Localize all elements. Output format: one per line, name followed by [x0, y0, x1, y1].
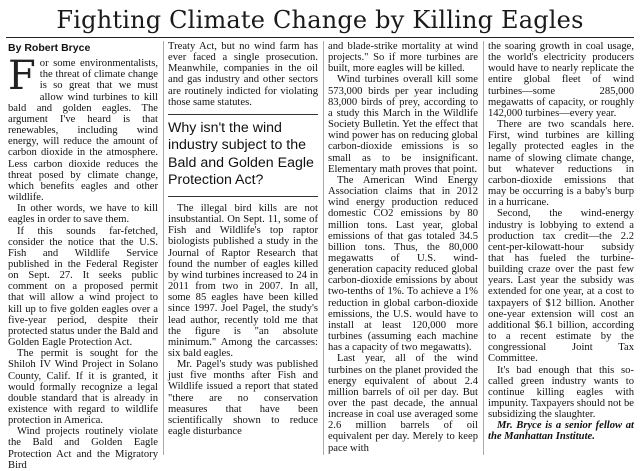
column-3 [328, 41, 478, 455]
article-body [8, 41, 634, 471]
headline: Fighting Climate Change by Killing Eagles [56, 6, 584, 34]
drop-cap: F [8, 53, 36, 100]
column-divider [483, 41, 484, 455]
headline-rule [6, 37, 634, 38]
paragraph: The permit is sought for the Shiloh IV Wind Project in Solano County, Calif. If it is granted, it would formally recognize a legal double standard that is already in existence with regard to wildlife protection in America. [8, 348, 158, 427]
column-1 [8, 41, 158, 471]
paragraph: the soaring growth in coal usage, the world's electricity producers would have to nearly replicate the entire global fleet of wind turbines—some 285,000 megawatts of capacity, or roughly 142,000 turbines—every year. [488, 41, 634, 119]
paragraph: Second, the wind-energy industry is lobbying to extend a production tax credit—the 2.2 cent-per-kilowatt-hour subsidy that has fueled the turbine-building craze over the past few years. Last year the subsidy was extended for one year, at a cost to taxpayers of $12 billion. Another one-year extension will cost an additional $6.1 billion, according to a recent estimate by the congressional Joint Tax Committee. [488, 208, 634, 365]
lead-paragraph [8, 53, 158, 204]
paragraph: and blade-strike mortality at wind projects." So if more turbines are built, more eagles will be killed. [328, 41, 478, 75]
paragraph: The illegal bird kills are not insubstantial. On Sept. 11, some of Fish and Wildlife's top raptor biologists published a study in the Journal of Raptor Research that found the number of eagles killed by wind turbines increased to 24 in 2011 from two in 2007. In all, some 85 eagles have been killed since 1997. Joel Pagel, the study's lead author, recently told me that the figure is "an absolute minimum." Among the carcasses: six bald eagles. [168, 202, 318, 359]
column-divider [323, 41, 324, 455]
paragraph: Wind projects routinely violate the Bald and Golden Eagle Protection Act and the Migratory Bird [8, 426, 158, 471]
paragraph: Treaty Act, but no wind farm has ever faced a single prosecution. Meanwhile, companies in the oil and gas industry and other sectors are routinely indicted for violating those same statutes. [168, 41, 318, 108]
paragraph: The American Wind Energy Association claims that in 2012 wind energy production reduced domestic CO2 emissions by 80 million tons. Last year, global emissions of that gas totaled 34.5 billion tons. Thus, the 80,000 megawatts of U.S. wind-generation capacity reduced global carbon-dioxide emissions by about two-tenths of 1%. To achieve a 1% reduction in global carbon-dioxide emissions, the U.S. would have to install at least 120,000 more turbines (assuming each machine has a capacity of two megawatts). [328, 174, 478, 354]
column-divider [163, 41, 164, 455]
byline: By Robert Bryce [8, 42, 91, 54]
paragraph: It's bad enough that this so-called green industry wants to continue killing eagles with impunity. Taxpayers should not be subsidizing the slaughter. [488, 364, 634, 421]
column-4 [488, 41, 634, 455]
paragraph: Last year, all of the wind turbines on the planet provided the energy equivalent of about 2.4 million barrels of oil per day. But over the past decade, the annual increase in coal use averaged some 2.6 million barrels of oil equivalent per day. Merely to keep pace with [328, 353, 478, 454]
paragraph: If this sounds far-fetched, consider the notice that the U.S. Fish and Wildlife Service published in the Federal Register on Sept. 27. It seeks public comment on a proposed permit that will allow a wind project to kill up to five golden eagles over a five-year period, despite their protected status under the Bald and Golden Eagle Protection Act. [8, 225, 158, 349]
paragraph: In other words, we have to kill eagles in order to save them. [8, 203, 158, 226]
pull-quote: Why isn't the wind industry subject to the Bald and Golden Eagle Protection Act? [168, 114, 318, 197]
lead-text: or some environmentalists, the threat of climate change is so great that we must allow wind turbines to kill bald and golden eagles. The argument I've heard is that renewables, including wind energy, will reduce the amount of carbon dioxide in the atmosphere. Less carbon dioxide reduces the threat posed by climate change, which benefits eagles and other wildlife. [8, 58, 158, 204]
paragraph: Mr. Pagel's study was published just five months after Fish and Wildlife issued a report that stated "there are no conservation measures that have been scientifically shown to reduce eagle disturbance [168, 359, 318, 438]
author-bio: Mr. Bryce is a senior fellow at the Manhattan Institute. [488, 420, 634, 443]
paragraph: Wind turbines overall kill some 573,000 birds per year including 83,000 birds of prey, according to a study this March in the Wildlife Society Bulletin. Yet the effect that wind power has on reducing global carbon-dioxide emissions is so small as to be insignificant. Elementary math proves that point. [328, 74, 478, 175]
column-2 [168, 41, 318, 455]
paragraph: There are two scandals here. First, wind turbines are killing legally protected eagles in the name of slowing climate change, but whatever reductions in carbon-dioxide emissions that may be occurring is a baby's burp in a hurricane. [488, 119, 634, 209]
